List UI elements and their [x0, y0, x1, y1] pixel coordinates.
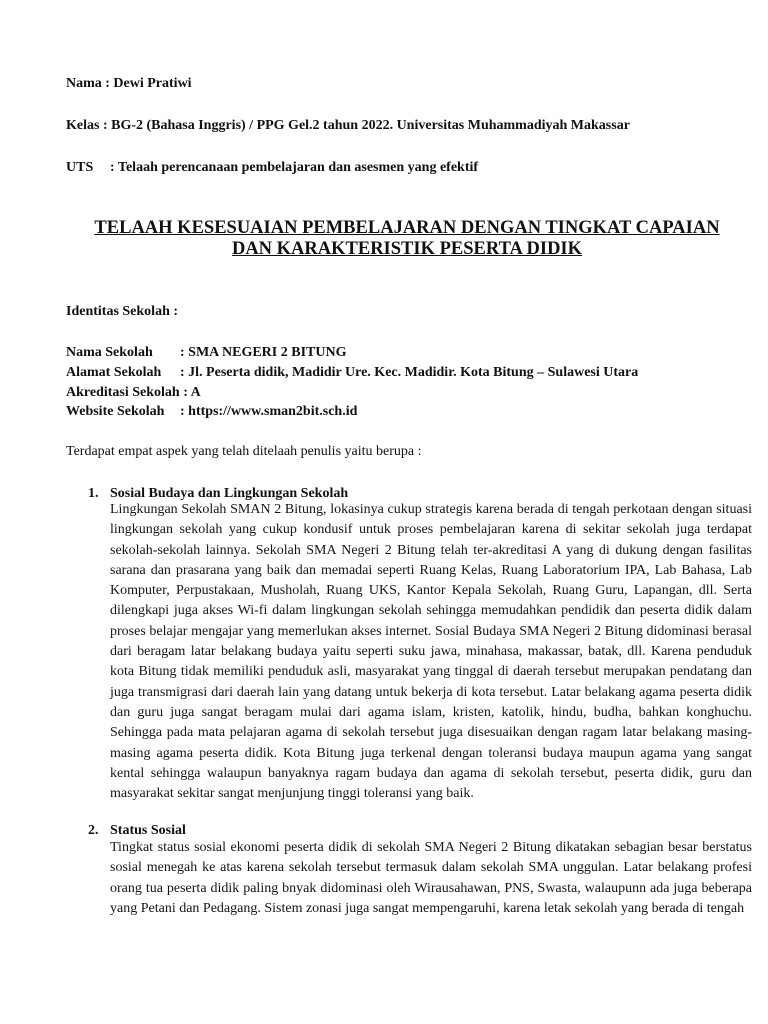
- title-line-1: TELAAH KESESUAIAN PEMBELAJARAN DENGAN TINGKAT CAPAIAN: [94, 218, 720, 238]
- section-paragraph: Tingkat status sosial ekonomi peserta didik di sekolah SMA Negeri 2 Bitung dikatakan sebagian besar berstatus sosial menegah ke atas karena sekolah tersebut termasuk dalam sekolah SMA unggulan. Latar belakang profesi orang tua peserta didik paling bnyak didominasi oleh Wirausahawan, PNS, Swasta, walaupunn ada juga beberapa yang Petani dan Pedagang. Sistem zonasi juga sangat mempengaruhi, karena letak sekolah yang berada di tengah: [110, 840, 752, 916]
- class-info: Kelas : BG-2 (Bahasa Inggris) / PPG Gel.2 tahun 2022. Universitas Muhammadiyah Makassar: [66, 118, 630, 133]
- identitas-value: : https://www.sman2bit.sch.id: [180, 404, 358, 419]
- identitas-heading: Identitas Sekolah :: [66, 304, 179, 319]
- section-number: 2.: [88, 823, 99, 838]
- identitas-value: : Jl. Peserta didik, Madidir Ure. Kec. Madidir. Kota Bitung – Sulawesi Utara: [180, 365, 639, 380]
- uts-label: UTS: [66, 160, 94, 175]
- section-number: 1.: [88, 486, 99, 501]
- student-name: Nama : Dewi Pratiwi: [66, 76, 192, 91]
- identitas-label: Nama Sekolah: [66, 345, 153, 360]
- identitas-row-alamat: [66, 363, 638, 382]
- identitas-label: Alamat Sekolah: [66, 365, 162, 380]
- identitas-value: : SMA NEGERI 2 BITUNG: [180, 345, 347, 360]
- section-heading: Status Sosial: [110, 823, 186, 838]
- title-line-2: DAN KARAKTERISTIK PESERTA DIDIK: [231, 239, 583, 259]
- identitas-value: : A: [183, 385, 201, 400]
- document-title: [60, 218, 754, 260]
- identitas-label: Akreditasi Sekolah: [66, 385, 180, 400]
- identitas-row-nama: [66, 343, 346, 362]
- section-heading: Sosial Budaya dan Lingkungan Sekolah: [110, 486, 349, 501]
- uts-value: : Telaah perencanaan pembelajaran dan asesmen yang efektif: [110, 160, 479, 175]
- identitas-row-website: [66, 402, 357, 421]
- identitas-row-akreditasi: [66, 383, 201, 402]
- section-paragraph: Lingkungan Sekolah SMAN 2 Bitung, lokasinya cukup strategis karena berada di tengah perkotaan dengan situasi lingkungan sekolah yang cukup kondusif untuk proses pembelajaran karena di sekitar sekolah juga terdapat sekolah-sekolah lainnya. Sekolah SMA Negeri 2 Bitung telah ter-akreditasi A yang di dukung dengan fasilitas sarana dan prasarana yang baik dan memadai seperti Ruang Kelas, Ruang Laboratorium IPA, Lab Bahasa, Lab Komputer, Perpustakaan, Musholah, Ruang UKS, Kantor Kepala Sekolah, Ruang Guru, Lapangan, dll. Serta dilengkapi juga akses Wi-fi dalam lingkungan sekolah sehingga memudahkan pendidik dan peserta didik dalam proses belajar mengajar yang memerlukan akses internet. Sosial Budaya SMA Negeri 2 Bitung didominasi berasal dari beragam latar belakang budaya yaitu seperti suku jawa, minahasa, makassar, batak, dll. Karena penduduk kota Bitung tidak memiliki penduduk asli, masyarakat yang tinggal di daerah tersebut merupakan pendatang dan juga transmigrasi dari daerah lain yang datang untuk bekerja di kota tersebut. Latar belakang agama peserta didik dan guru juga sangat beragam mulai dari agama islam, kristen, katolik, hindu, budha, bahkan konghuchu. Sehingga pada mata pelajaran agama di sekolah tersebut juga disesuaikan dengan ragam latar belakang masing-masing agama peserta didik. Kota Bitung juga terkenal dengan toleransi budaya maupun agama yang sangat kental sehingga walaupun banyaknya ragam budaya dan agama di sekolah tersebut, peserta didik, guru dan masyarakat sekitar sangat menjunjung tinggi toleransi yang baik.: [110, 502, 752, 802]
- identitas-label: Website Sekolah: [66, 404, 165, 419]
- uts-line: [66, 160, 478, 176]
- intro-text: Terdapat empat aspek yang telah ditelaah penulis yaitu berupa :: [66, 444, 422, 459]
